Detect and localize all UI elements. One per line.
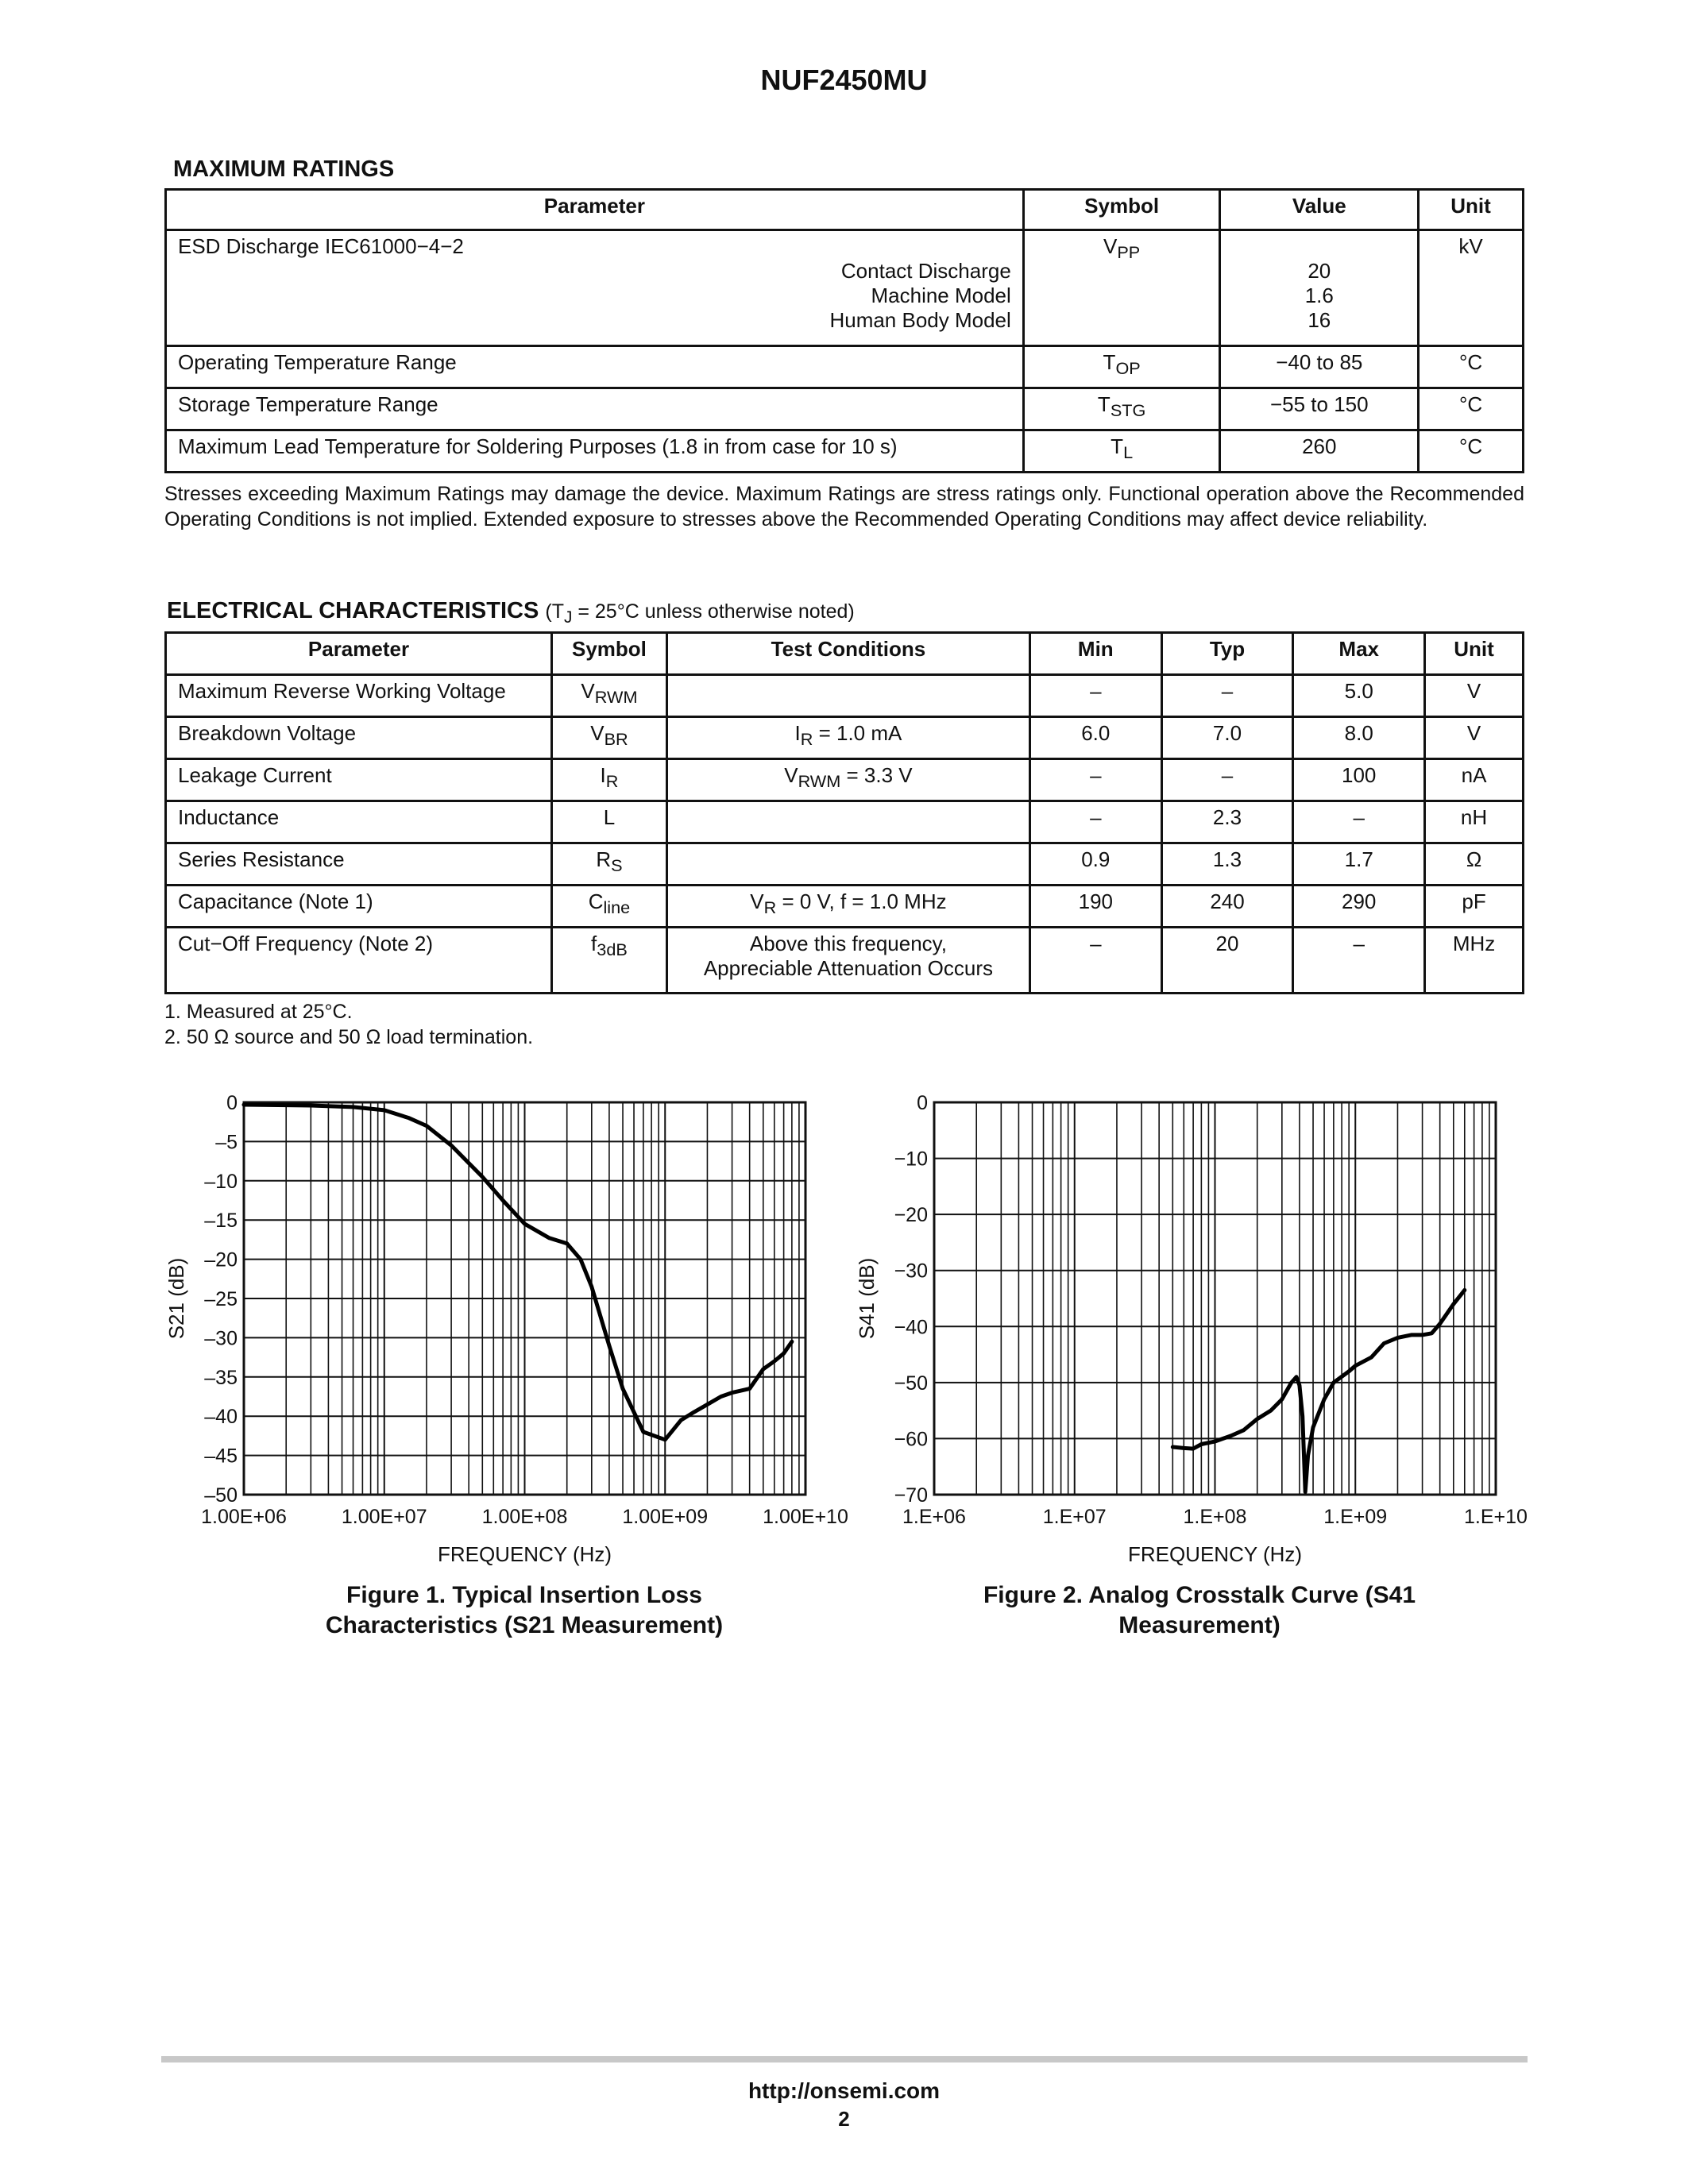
col-header: Parameter	[166, 190, 1024, 230]
page-number: 2	[838, 2107, 850, 2131]
table-row	[166, 230, 1524, 346]
x-tick-label: 1.E+09	[1323, 1506, 1388, 1528]
max-ratings-heading: MAXIMUM RATINGS	[173, 156, 395, 182]
max-ratings-table	[164, 188, 1524, 473]
sub-param: Machine Model	[871, 284, 1011, 307]
table-row: Breakdown Voltage $V_{BR}$ $I_R = 1.0$ mA 6.0 7.0 8.0 V	[166, 717, 1524, 759]
y-tick-label: –40	[204, 1406, 238, 1429]
x-tick-label: 1.00E+06	[201, 1506, 287, 1528]
y-tick-label: −10	[894, 1148, 928, 1171]
electrical-heading: ELECTRICAL CHARACTERISTICS ($T_J = 25^\circ C$ unless otherwise noted)	[167, 598, 855, 627]
y-tick-label: –20	[204, 1248, 238, 1271]
x-tick-label: 1.00E+07	[341, 1506, 427, 1528]
table-row: Maximum Lead Temperature for Soldering Purposes (1.8 in from case for 10 s) $T_L$ 260 °C	[166, 430, 1524, 473]
x-tick-label: 1.00E+08	[481, 1506, 568, 1528]
y-tick-label: –30	[204, 1327, 238, 1350]
x-tick-label: 1.00E+10	[763, 1506, 848, 1528]
y-tick-label: −20	[894, 1204, 928, 1227]
x-tick-label: 1.E+08	[1183, 1506, 1247, 1528]
x-tick-label: 1.E+10	[1464, 1506, 1528, 1528]
sub-param: Contact Discharge	[840, 259, 1011, 283]
col-header: Max	[1293, 633, 1425, 675]
s41-chart	[834, 1076, 1533, 1569]
figure-1-caption: Figure 1. Typical Insertion Loss Characteristics (S21 Measurement)	[325, 1582, 724, 1638]
value-cell: 20 1.6 16	[1220, 230, 1419, 346]
col-header: Unit	[1425, 633, 1524, 675]
y-axis-label: S41 (dB)	[855, 1257, 879, 1340]
table-row: Capacitance (Note 1) $C_{line}$ $V_R = 0$ V, f = 1.0 MHz 190 240 290 pF	[166, 886, 1524, 928]
table-row: Operating Temperature Range $T_{OP}$ −40 to 85 °C	[166, 346, 1524, 388]
col-header: Min	[1029, 633, 1161, 675]
unit-cell: kV	[1419, 230, 1524, 346]
y-tick-label: −40	[894, 1316, 928, 1339]
col-header: Symbol	[1023, 190, 1220, 230]
symbol-cell: $V_{PP}$	[1023, 230, 1220, 346]
col-header: Symbol	[551, 633, 666, 675]
sub-param: Human Body Model	[829, 308, 1011, 332]
y-tick-label: –5	[215, 1131, 238, 1154]
y-tick-label: −30	[894, 1260, 928, 1283]
y-tick-label: –10	[204, 1170, 238, 1193]
col-header: Unit	[1419, 190, 1524, 230]
y-tick-label: –50	[204, 1484, 238, 1507]
table-row: Cut−Off Frequency (Note 2) $f_{3dB}$ Above this frequency, Appreciable Attenuation Occurs – 20 – MHz	[166, 928, 1524, 994]
table-row: Storage Temperature Range $T_{STG}$ −55 to 150 °C	[166, 388, 1524, 430]
footer-divider	[161, 2056, 1528, 2062]
y-tick-label: −60	[894, 1428, 928, 1451]
x-tick-label: 1.00E+09	[622, 1506, 709, 1528]
col-header: Value	[1220, 190, 1419, 230]
col-header: Parameter	[166, 633, 552, 675]
table-row: Maximum Reverse Working Voltage $V_{RWM}$ – – 5.0 V	[166, 675, 1524, 717]
table-row: Leakage Current $I_R$ $V_{RWM} = 3.3$ V – – 100 nA	[166, 759, 1524, 801]
y-tick-label: –15	[204, 1210, 238, 1233]
table-row: Series Resistance $R_S$ 0.9 1.3 1.7 Ω	[166, 843, 1524, 886]
param-text: ESD Discharge IEC61000−4−2	[178, 234, 464, 258]
table-row: Inductance L – 2.3 – nH	[166, 801, 1524, 843]
figure-2-caption: Figure 2. Analog Crosstalk Curve (S41 Measurement)	[983, 1582, 1416, 1638]
x-axis-label: FREQUENCY (Hz)	[1127, 1542, 1303, 1566]
y-tick-label: –25	[204, 1288, 238, 1310]
y-tick-label: –35	[204, 1366, 238, 1389]
footnote-1: 1. Measured at 25°C.	[164, 1001, 353, 1023]
series-line-S41	[1172, 1290, 1465, 1491]
stress-note: Stresses exceeding Maximum Ratings may damage the device. Maximum Ratings are stress ratings only. Functional operation above the Recommended Operating Conditions is not implied. Extended exposure to stresses above the Recommended Operating Conditions may affect device reliability.	[164, 483, 1524, 531]
y-axis-label: S21 (dB)	[164, 1257, 188, 1340]
y-tick-label: −50	[894, 1372, 928, 1395]
y-tick-label: −70	[894, 1484, 928, 1507]
footer-url[interactable]: http://onsemi.com	[747, 2078, 941, 2103]
y-tick-label: 0	[917, 1092, 928, 1114]
s21-chart	[151, 1076, 850, 1569]
param-cell	[166, 230, 1024, 346]
x-tick-label: 1.E+06	[902, 1506, 966, 1528]
y-tick-label: –45	[204, 1445, 238, 1468]
footnote-2: 2. 50 Ω source and 50 Ω load termination.	[164, 1026, 534, 1048]
x-tick-label: 1.E+07	[1042, 1506, 1107, 1528]
electrical-table	[164, 631, 1524, 994]
y-tick-label: 0	[226, 1092, 238, 1114]
col-header: Typ	[1161, 633, 1293, 675]
page-title: NUF2450MU	[760, 64, 928, 96]
x-axis-label: FREQUENCY (Hz)	[437, 1542, 612, 1566]
col-header: Test Conditions	[666, 633, 1029, 675]
